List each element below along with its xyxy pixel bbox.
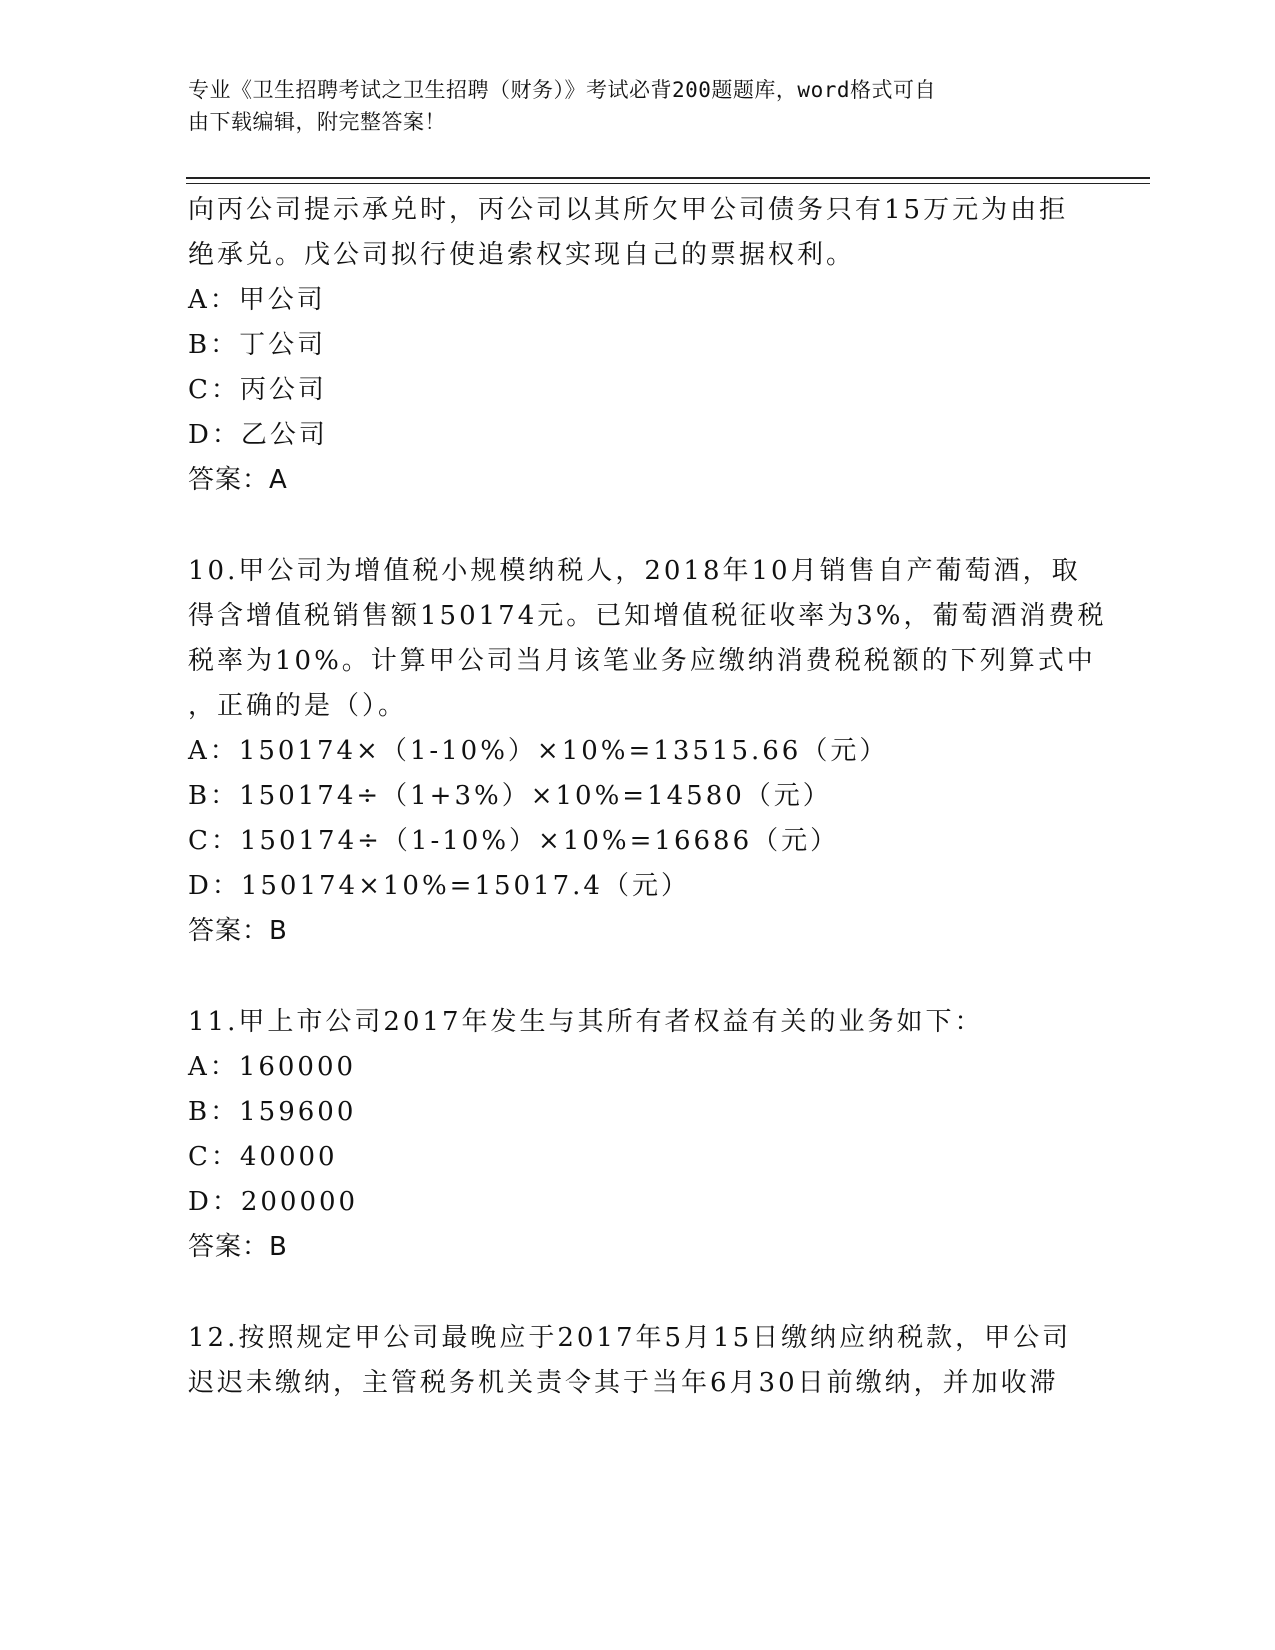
question-stem-line: 11.甲上市公司2017年发生与其所有者权益有关的业务如下： [188,1007,984,1037]
option-d: D：乙公司 [188,420,328,450]
question-stem-line: 税率为10%。计算甲公司当月该笔业务应缴纳消费税税额的下列算式中 [188,646,1096,676]
option-b: B：159600 [188,1097,357,1127]
question-content [188,188,1107,1406]
spacer [188,503,1088,549]
header-rule-thin [186,183,1150,184]
option-d: D：200000 [188,1187,359,1217]
option-b: B：丁公司 [188,330,327,360]
answer-line: 答案：B [188,916,288,946]
header-rule-thick [186,177,1150,179]
page-header [188,74,1068,138]
header-line: 专业《卫生招聘考试之卫生招聘（财务）》考试必背200题题库，word格式可自 [188,78,936,102]
question-12 [188,1316,1088,1406]
spacer [188,1270,1088,1316]
option-a: A：甲公司 [188,285,326,315]
answer-line: 答案：B [188,1232,288,1262]
option-d: D：150174×10%=15017.4（元） [188,871,690,901]
option-a: A：160000 [188,1052,357,1082]
option-c: C：150174÷（1-10%）×10%=16686（元） [188,826,840,856]
question-11 [188,1000,1088,1270]
question-stem-line: 向丙公司提示承兑时，丙公司以其所欠甲公司债务只有15万元为由拒 [188,195,1069,225]
answer-line: 答案：A [188,465,288,495]
option-c: C：丙公司 [188,375,327,405]
question-stem-line: 绝承兑。戊公司拟行使追索权实现自己的票据权利。 [188,240,856,270]
question-stem-line: 迟迟未缴纳，主管税务机关责令其于当年6月30日前缴纳，并加收滞 [188,1368,1059,1398]
question-stem-line: 10.甲公司为增值税小规模纳税人，2018年10月销售自产葡萄酒，取 [188,556,1081,586]
option-c: C：40000 [188,1142,338,1172]
question-stem-line: 12.按照规定甲公司最晚应于2017年5月15日缴纳应纳税款，甲公司 [188,1323,1072,1353]
question-9 [188,188,1088,503]
question-10 [188,549,1107,954]
spacer [188,954,1088,1000]
question-stem-line: ，正确的是（）。 [188,691,408,721]
option-a: A：150174×（1-10%）×10%=13515.66（元） [188,736,889,766]
option-b: B：150174÷（1+3%）×10%=14580（元） [188,781,832,811]
header-line: 由下载编辑，附完整答案！ [188,110,446,134]
question-stem-line: 得含增值税销售额150174元。已知增值税征收率为3%，葡萄酒消费税 [188,601,1107,631]
